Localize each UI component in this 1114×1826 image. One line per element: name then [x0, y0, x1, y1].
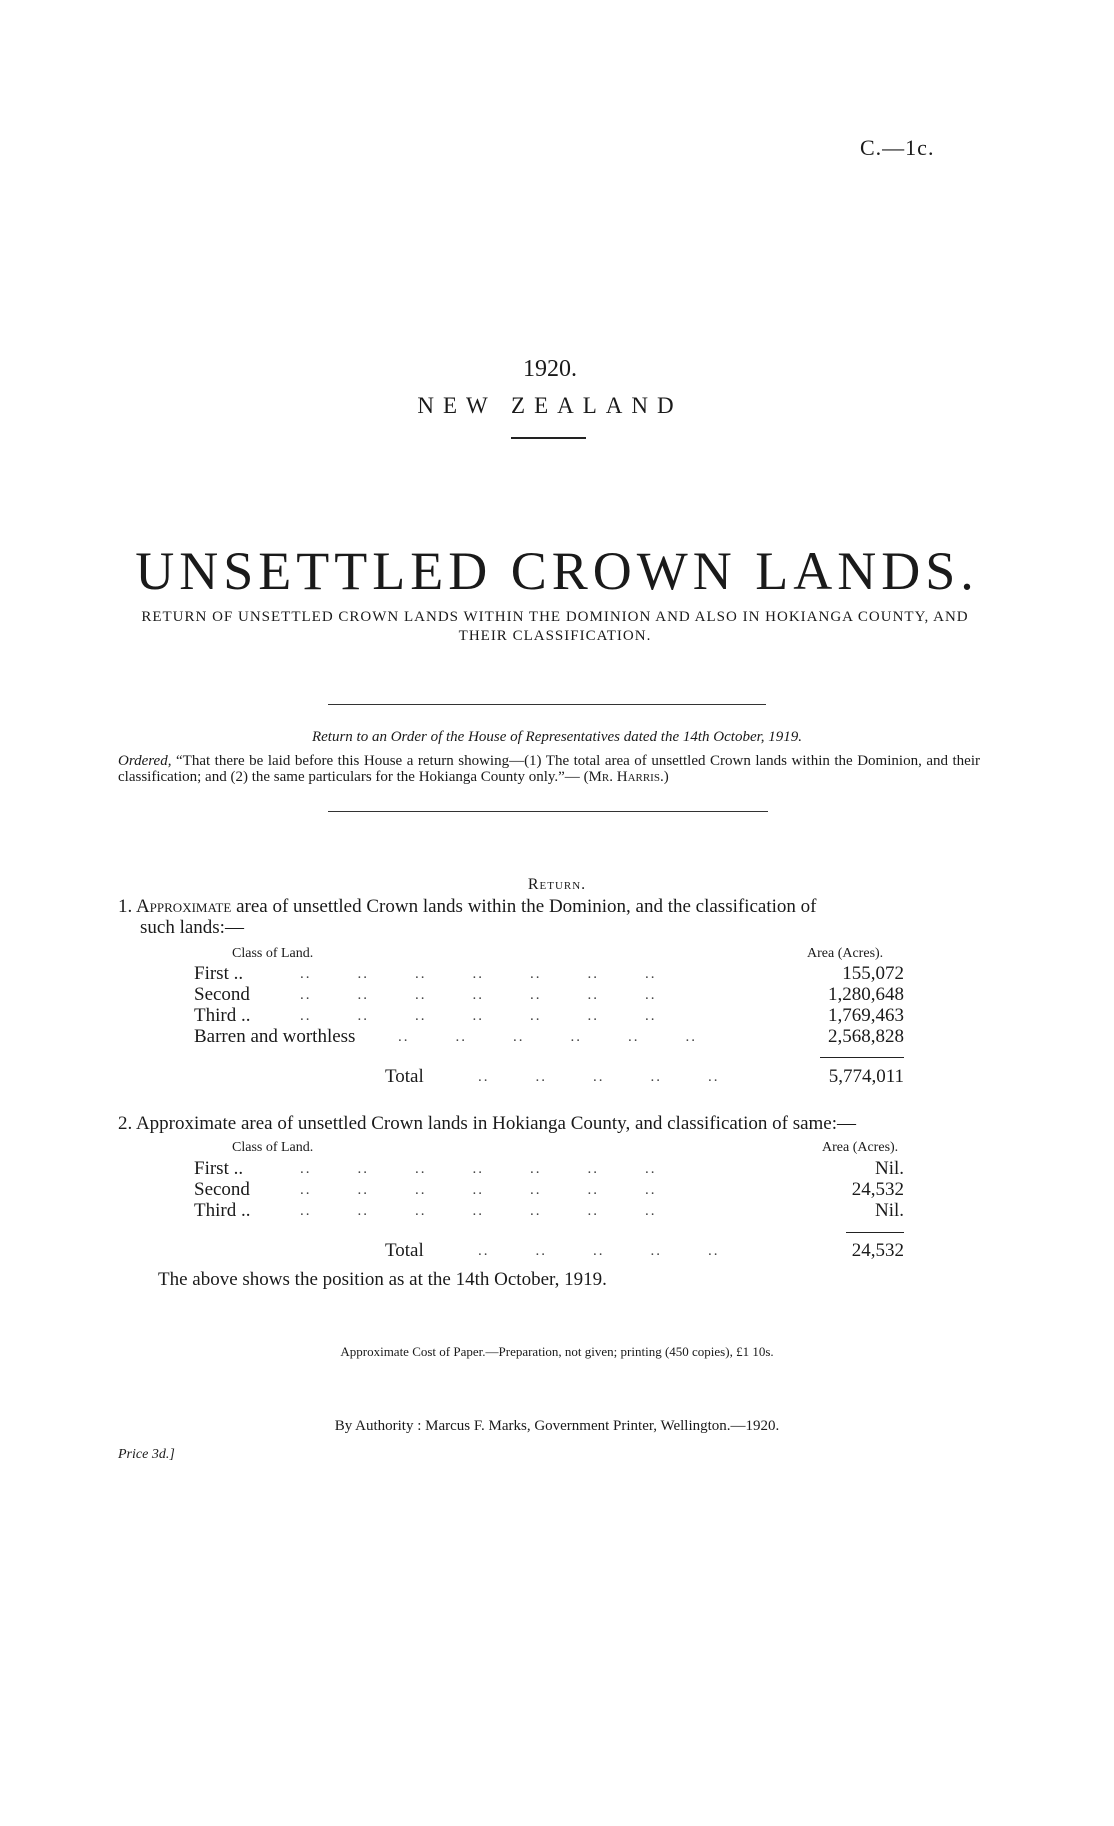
section2-row-value: Nil.: [874, 1200, 904, 1221]
cost-note: Approximate Cost of Paper.—Preparation, not given; printing (450 copies), £1 10s.: [340, 1344, 774, 1359]
section2-col-class: Class of Land.: [232, 1140, 314, 1155]
section1-row-value: 2,568,828: [828, 1026, 904, 1047]
section2-row-value: 24,532: [851, 1179, 904, 1200]
sum-rule: [820, 1057, 904, 1058]
section1-total-value: 5,774,011: [828, 1066, 904, 1087]
leader-dots: .. .. .. .. .. ..: [398, 1029, 697, 1045]
printer-authority: By Authority : Marcus F. Marks, Government Printer, Wellington.—1920.: [334, 1418, 780, 1434]
section1-col-class: Class of Land.: [232, 946, 314, 961]
position-note: The above shows the position as at the 14th October, 1919.: [158, 1269, 607, 1290]
section2-intro: 2. Approximate area of unsettled Crown lands in Hokianga County, and classification of same:—: [118, 1113, 857, 1134]
section1-col-area: Area (Acres).: [807, 946, 884, 961]
document-year: 1920.: [523, 356, 577, 382]
section1-row-label: Third ..: [194, 1005, 251, 1026]
section2-col-area: Area (Acres).: [822, 1140, 899, 1155]
section1-total-label: Total: [385, 1066, 424, 1087]
leader-dots: .. .. .. .. ..: [478, 1243, 720, 1259]
section1-row-value: 1,280,648: [828, 984, 904, 1005]
price-note: Price 3d.]: [118, 1447, 175, 1462]
document-subtitle: RETURN OF UNSETTLED CROWN LANDS WITHIN THE DOMINION AND ALSO IN HOKIANGA COUNTY, AND THEIR CLASSIFICATION.: [141, 609, 969, 644]
section1-row-value: 155,072: [842, 963, 904, 984]
section1-row-label: Barren and worthless: [194, 1026, 356, 1047]
order-text: [118, 753, 980, 785]
order-reference: Return to an Order of the House of Representatives dated the 14th October, 1919.: [311, 729, 803, 745]
section2-total-label: Total: [385, 1240, 424, 1261]
leader-dots: .. .. .. .. .. .. ..: [300, 966, 657, 982]
section2-row-value: Nil.: [874, 1158, 904, 1179]
section2-row-label: Second: [194, 1179, 250, 1200]
leader-dots: .. .. .. .. ..: [478, 1069, 720, 1085]
section1-text-cont: such lands:—: [140, 917, 244, 938]
leader-dots: .. .. .. .. .. .. ..: [300, 987, 657, 1003]
section2-row-label: Third ..: [194, 1200, 251, 1221]
section1-row-value: 1,769,463: [828, 1005, 904, 1026]
section1-lead: 1. Approximate: [118, 896, 232, 917]
section2-row-label: First ..: [194, 1158, 244, 1179]
leader-dots: .. .. .. .. .. .. ..: [300, 1161, 657, 1177]
section1-intro: [118, 897, 980, 917]
section1-row-label: Second: [194, 984, 250, 1005]
ordered-body: “That there be laid before this House a return showing—(1) The total area of unsettled Crown lands within the Dominion, and their classification; and (2) the same particulars for the Hokianga County only.”—: [118, 753, 980, 785]
leader-dots: .. .. .. .. .. .. ..: [300, 1008, 657, 1024]
document-title: UNSETTLED CROWN LANDS.: [135, 541, 979, 601]
section2-total-value: 24,532: [851, 1240, 904, 1261]
document-reference: C.—1c.: [860, 135, 935, 160]
sum-rule: [846, 1232, 904, 1233]
section1-text: area of unsettled Crown lands within the Dominion, and the classification of: [236, 896, 817, 917]
divider-lower: [328, 811, 768, 812]
leader-dots: .. .. .. .. .. .. ..: [300, 1203, 657, 1219]
divider-short: [511, 437, 586, 439]
leader-dots: .. .. .. .. .. .. ..: [300, 1182, 657, 1198]
country-heading: NEW ZEALAND: [417, 393, 683, 418]
section1-row-label: First ..: [194, 963, 244, 984]
ordered-lead: Ordered,: [118, 753, 172, 769]
return-heading: Return.: [527, 876, 587, 893]
ordered-mover: (Mr. Harris.): [583, 769, 669, 785]
divider-upper: [328, 704, 766, 705]
